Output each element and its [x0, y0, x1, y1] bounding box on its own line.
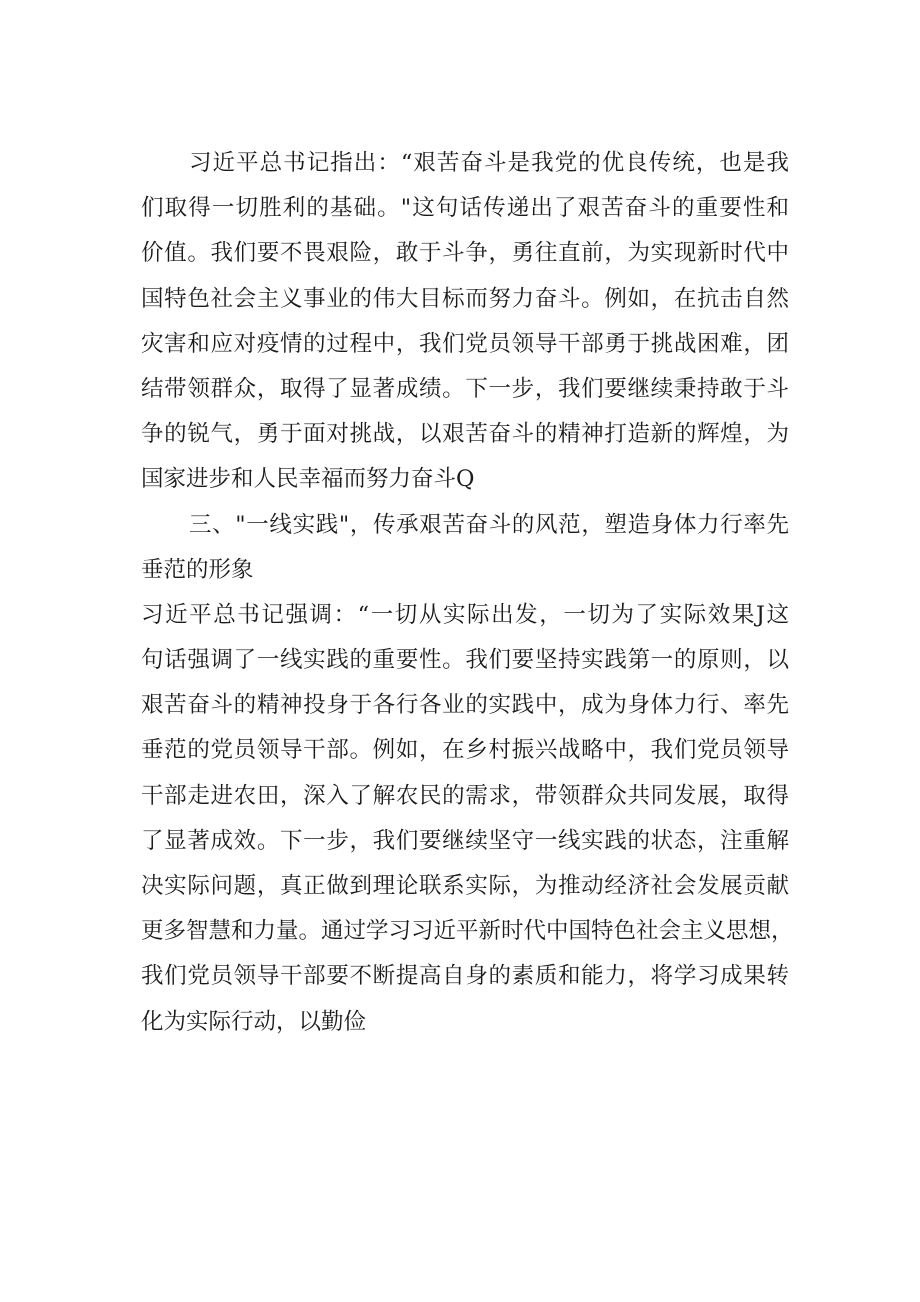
- paragraph-line: 灾害和应对疫情的过程中，我们党员领导干部勇于挑战困难，团: [141, 330, 789, 357]
- paragraph-hard-work: [141, 141, 789, 503]
- paragraph-line: 更多智慧和力量。通过学习习近平新时代中国特色社会主义思想，: [141, 918, 794, 945]
- paragraph-line: 争的锐气，勇于面对挑战，以艰苦奋斗的精神打造新的辉煌，为: [141, 421, 789, 448]
- paragraph-line: 习近平总书记指出：“艰苦奋斗是我党的优良传统，也是我: [189, 150, 789, 176]
- paragraph-line: 化为实际行动，以勤俭: [141, 1008, 367, 1035]
- paragraph-line: 句话强调了一线实践的重要性。我们要坚持实践第一的原则，以: [141, 647, 789, 674]
- paragraph-practice: [141, 593, 794, 1045]
- heading-line: 三、"一线实践"，传承艰苦奋斗的风范，塑造身体力行率先: [189, 511, 789, 538]
- paragraph-line: 习近平总书记强调：“一切从实际出发，一切为了实际效果J这: [141, 601, 789, 628]
- paragraph-line: 国特色社会主义事业的伟大目标而努力奋斗。例如，在抗击自然: [141, 285, 789, 312]
- paragraph-line: 干部走进农田，深入了解农民的需求，带领群众共同发展，取得: [141, 782, 789, 809]
- document-body: [141, 141, 794, 1045]
- heading-line: 垂范的形象: [141, 556, 254, 583]
- paragraph-line: 国家进步和人民幸福而努力奋斗Q: [141, 466, 475, 493]
- paragraph-line: 决实际问题，真正做到理论联系实际，为推动经济社会发展贡献: [141, 873, 789, 899]
- paragraph-line: 艰苦奋斗的精神投身于各行各业的实践中，成为身体力行、率先: [141, 692, 789, 719]
- paragraph-line: 垂范的党员领导干部。例如，在乡村振兴战略中，我们党员领导: [141, 737, 789, 764]
- paragraph-line: 们取得一切胜利的基础。"这句话传递出了艰苦奋斗的重要性和: [141, 195, 789, 222]
- paragraph-line: 了显著成效。下一步，我们要继续坚守一线实践的状态，注重解: [141, 827, 789, 854]
- paragraph-line: 价值。我们要不畏艰险，敢于斗争，勇往直前，为实现新时代中: [141, 240, 789, 267]
- section-heading: [141, 503, 789, 593]
- paragraph-line: 结带领群众，取得了显著成绩。下一步，我们要继续秉持敢于斗: [141, 375, 789, 402]
- paragraph-line: 我们党员领导干部要不断提高自身的素质和能力，将学习成果转: [141, 963, 789, 990]
